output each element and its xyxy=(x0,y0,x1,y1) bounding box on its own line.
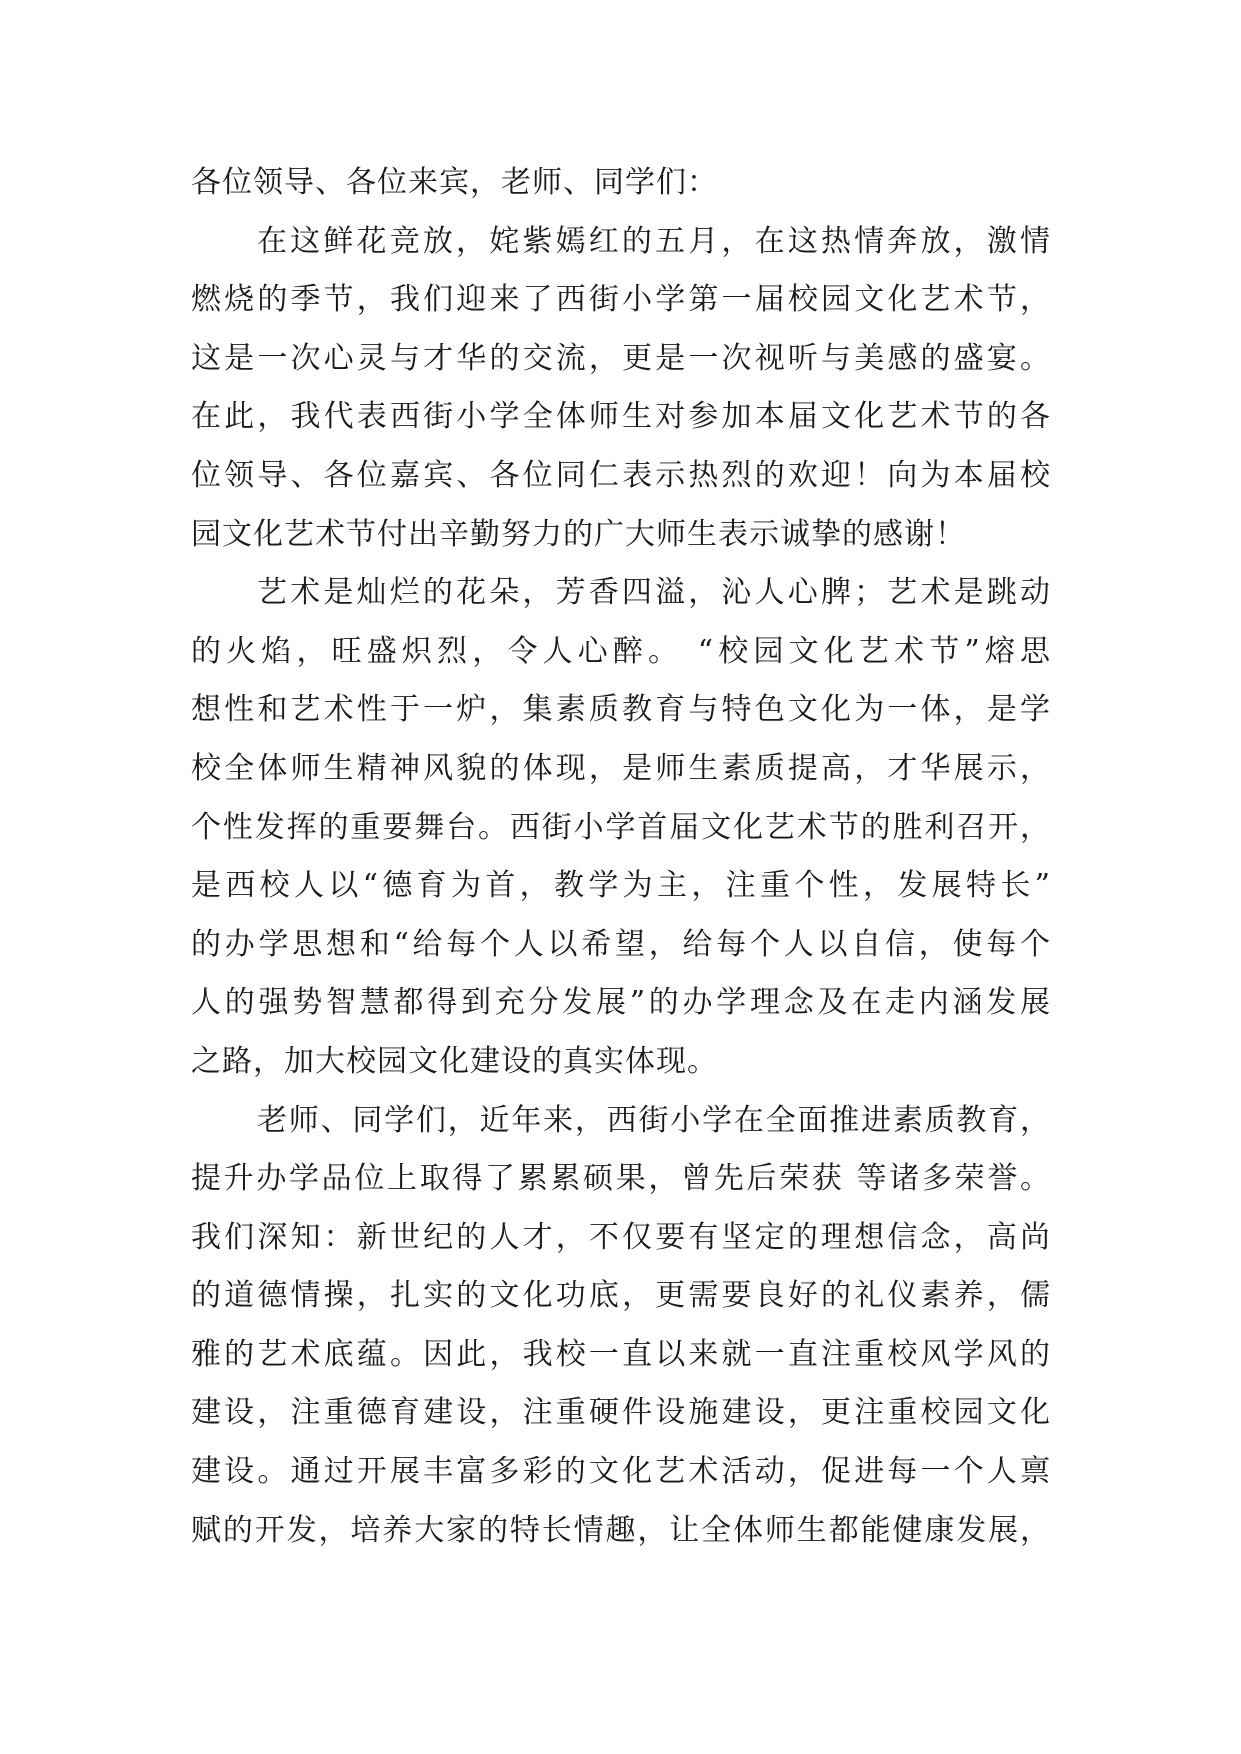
paragraph-3-line-3: 我们深知：新世纪的人才，不仅要有坚定的理想信念，高尚 xyxy=(191,1219,1051,1255)
paragraph-3-line-1: 老师、同学们，近年来，西街小学在全面推进素质教育， xyxy=(257,1102,1051,1138)
paragraph-3-line-7: 建设。通过开展丰富多彩的文化艺术活动，促进每一个人禀 xyxy=(191,1454,1051,1490)
paragraph-1-line-2: 燃烧的季节，我们迎来了西街小学第一届校园文化艺术节， xyxy=(191,282,1051,318)
paragraph-2-line-3: 想性和艺术性于一炉，集素质教育与特色文化为一体，是学 xyxy=(191,692,1051,728)
paragraph-1-line-3: 这是一次心灵与才华的交流，更是一次视听与美感的盛宴。 xyxy=(191,340,1051,376)
paragraph-3-line-2: 提升办学品位上取得了累累硕果，曾先后荣获 等诸多荣誉。 xyxy=(191,1161,1051,1197)
paragraph-2-line-5: 个性发挥的重要舞台。西街小学首届文化艺术节的胜利召开， xyxy=(191,809,1051,845)
paragraph-2-line-1: 艺术是灿烂的花朵，芳香四溢，沁人心脾；艺术是跳动 xyxy=(257,575,1051,611)
paragraph-2-line-9: 之路，加大校园文化建设的真实体现。 xyxy=(191,1043,718,1079)
paragraph-1-line-6: 园文化艺术节付出辛勤努力的广大师生表示诚挚的感谢！ xyxy=(191,516,966,552)
paragraph-2-line-6: 是西校人以“德育为首，教学为主，注重个性，发展特长” xyxy=(191,868,1051,904)
paragraph-3-line-5: 雅的艺术底蕴。因此，我校一直以来就一直注重校风学风的 xyxy=(191,1336,1051,1372)
paragraph-2-line-7: 的办学思想和“给每个人以希望，给每个人以自信，使每个 xyxy=(191,926,1051,962)
paragraph-2-line-8: 人的强势智慧都得到充分发展”的办学理念及在走内涵发展 xyxy=(191,985,1051,1021)
paragraph-3-line-8: 赋的开发，培养大家的特长情趣，让全体师生都能健康发展， xyxy=(191,1512,1051,1548)
paragraph-1-line-1: 在这鲜花竞放，姹紫嫣红的五月，在这热情奔放，激情 xyxy=(257,223,1051,259)
paragraph-3-line-4: 的道德情操，扎实的文化功底，更需要良好的礼仪素养，儒 xyxy=(191,1278,1051,1314)
salutation-line: 各位领导、各位来宾，老师、同学们： xyxy=(191,165,718,200)
paragraph-1-line-5: 位领导、各位嘉宾、各位同仁表示热烈的欢迎！向为本届校 xyxy=(191,457,1051,493)
speech-body xyxy=(191,154,1051,1560)
paragraph-2-line-4: 校全体师生精神风貌的体现，是师生素质提高，才华展示， xyxy=(191,750,1051,786)
paragraph-2-line-2: 的火焰，旺盛炽烈，令人心醉。 “校园文化艺术节”熔思 xyxy=(191,633,1051,669)
paragraph-1-line-4: 在此，我代表西街小学全体师生对参加本届文化艺术节的各 xyxy=(191,399,1051,435)
paragraph-3-line-6: 建设，注重德育建设，注重硬件设施建设，更注重校园文化 xyxy=(191,1395,1051,1431)
